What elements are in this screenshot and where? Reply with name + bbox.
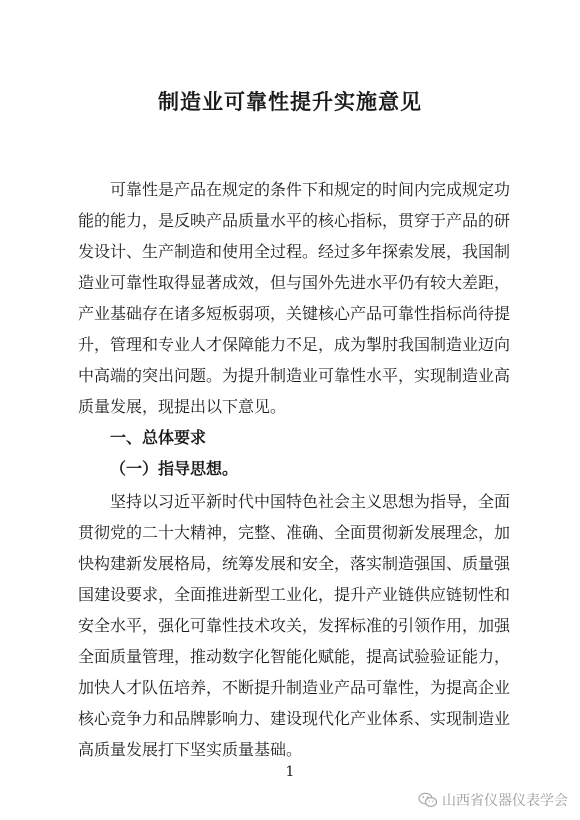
wechat-icon bbox=[418, 792, 438, 808]
intro-line-3: 发设计、生产制造和使用全过程。经过多年探索发展，我国制 bbox=[78, 242, 511, 261]
body-line-7: 加快人才队伍培养，不断提升制造业产品可靠性，为提高企业 bbox=[78, 678, 511, 697]
intro-line-5: 产业基础存在诸多短板弱项，关键核心产品可靠性指标尚待提 bbox=[78, 304, 511, 323]
page-number: 1 bbox=[285, 764, 295, 780]
body-line-9: 高质量发展打下坚实质量基础。 bbox=[78, 740, 303, 759]
watermark-text: 山西省仪器仪表学会 bbox=[442, 793, 568, 809]
subsection-heading: （一）指导思想。 bbox=[110, 459, 239, 478]
intro-line-1: 可靠性是产品在规定的条件下和规定的时间内完成规定功 bbox=[110, 180, 511, 199]
body-line-3: 快构建新发展格局，统筹发展和安全，落实制造强国、质量强 bbox=[78, 554, 511, 573]
body-line-4: 国建设要求，全面推进新型工业化，提升产业链供应链韧性和 bbox=[78, 585, 511, 604]
watermark bbox=[418, 790, 568, 810]
intro-line-7: 中高端的突出问题。为提升制造业可靠性水平，实现制造业高 bbox=[78, 366, 511, 385]
document-title: 制造业可靠性提升实施意见 bbox=[158, 89, 422, 114]
body-line-2: 贯彻党的二十大精神，完整、准确、全面贯彻新发展理念，加 bbox=[78, 523, 511, 542]
intro-line-8: 质量发展，现提出以下意见。 bbox=[78, 397, 287, 416]
intro-line-6: 升，管理和专业人才保障能力不足，成为掣肘我国制造业迈向 bbox=[78, 335, 511, 354]
intro-line-4: 造业可靠性取得显著成效，但与国外先进水平仍有较大差距， bbox=[78, 273, 511, 292]
body-line-6: 全面质量管理，推动数字化智能化赋能，提高试验验证能力， bbox=[78, 647, 511, 666]
body-line-1: 坚持以习近平新时代中国特色社会主义思想为指导，全面 bbox=[110, 492, 511, 511]
body-line-5: 安全水平，强化可靠性技术攻关，发挥标准的引领作用，加强 bbox=[78, 616, 511, 635]
intro-line-2: 能的能力，是反映产品质量水平的核心指标，贯穿于产品的研 bbox=[78, 211, 511, 230]
body-line-8: 核心竞争力和品牌影响力、建设现代化产业体系、实现制造业 bbox=[78, 709, 511, 728]
section-heading: 一、总体要求 bbox=[110, 428, 207, 447]
